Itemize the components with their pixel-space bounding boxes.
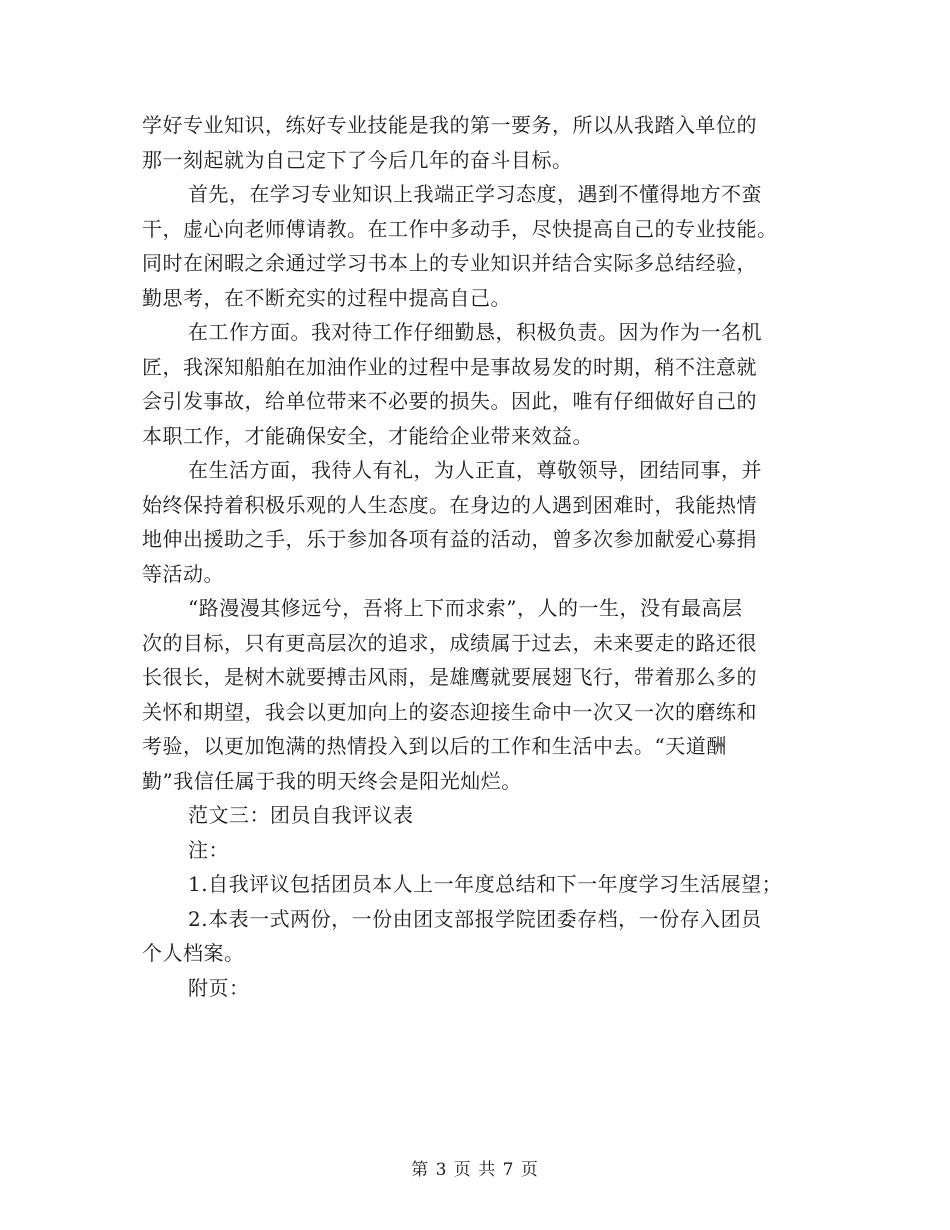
text-line: 会引发事故，给单位带来不必要的损失。因此，唯有仔细做好自己的	[142, 389, 757, 413]
text-line: 长很长，是树木就要搏击风雨，是雄鹰就要展翅飞行，带着那么多的	[142, 665, 757, 689]
text-line: 学好专业知识，练好专业技能是我的第一要务，所以从我踏入单位的	[142, 113, 757, 137]
note-item: 2.本表一式两份，一份由团支部报学院团委存档，一份存入团员	[188, 906, 762, 931]
text-line: 干，虚心向老师傅请教。在工作中多动手，尽快提高自己的专业技能。	[142, 216, 778, 241]
text-line: 首先，在学习专业知识上我端正学习态度，遇到不懂得地方不蛮	[188, 182, 762, 206]
text-line: 始终保持着积极乐观的人生态度。在身边的人遇到困难时，我能热情	[142, 492, 757, 517]
text-line: 在生活方面，我待人有礼，为人正直，尊敬领导，团结同事，并	[188, 458, 762, 482]
text-line: 勤”我信任属于我的明天终会是阳光灿烂。	[142, 768, 522, 793]
text-line: “路漫漫其修远兮，吾将上下而求索”，人的一生，没有最高层	[188, 596, 743, 620]
note-label: 注：	[188, 837, 229, 862]
page-number: 第 3 页 共 7 页	[411, 1160, 539, 1180]
text-line: 个人档案。	[142, 941, 245, 965]
note-item: 1.自我评议包括团员本人上一年度总结和下一年度学习生活展望；	[188, 872, 783, 896]
appendix-label: 附页：	[188, 975, 250, 1000]
text-line: 地伸出援助之手，乐于参加各项有益的活动，曾多次参加献爱心募捐	[142, 527, 757, 551]
text-line: 勤思考，在不断充实的过程中提高自己。	[142, 285, 511, 310]
text-line: 匠，我深知船舶在加油作业的过程中是事故易发的时期，稍不注意就	[142, 354, 757, 379]
text-line: 次的目标，只有更高层次的追求，成绩属于过去，未来要走的路还很	[142, 630, 757, 655]
text-line: 同时在闲暇之余通过学习书本上的专业知识并结合实际多总结经验，	[142, 251, 757, 275]
document-body	[142, 108, 812, 1005]
text-line: 考验，以更加饱满的热情投入到以后的工作和生活中去。“天道酬	[142, 734, 727, 758]
text-line: 在工作方面。我对待工作仔细勤恳，积极负责。因为作为一名机	[188, 320, 762, 344]
section-heading: 范文三：团员自我评议表	[188, 803, 414, 827]
text-line: 关怀和期望，我会以更加向上的姿态迎接生命中一次又一次的磨练和	[142, 699, 757, 724]
text-line: 等活动。	[142, 561, 224, 586]
text-line: 本职工作，才能确保安全，才能给企业带来效益。	[142, 423, 593, 448]
text-line: 那一刻起就为自己定下了今后几年的奋斗目标。	[142, 147, 573, 172]
